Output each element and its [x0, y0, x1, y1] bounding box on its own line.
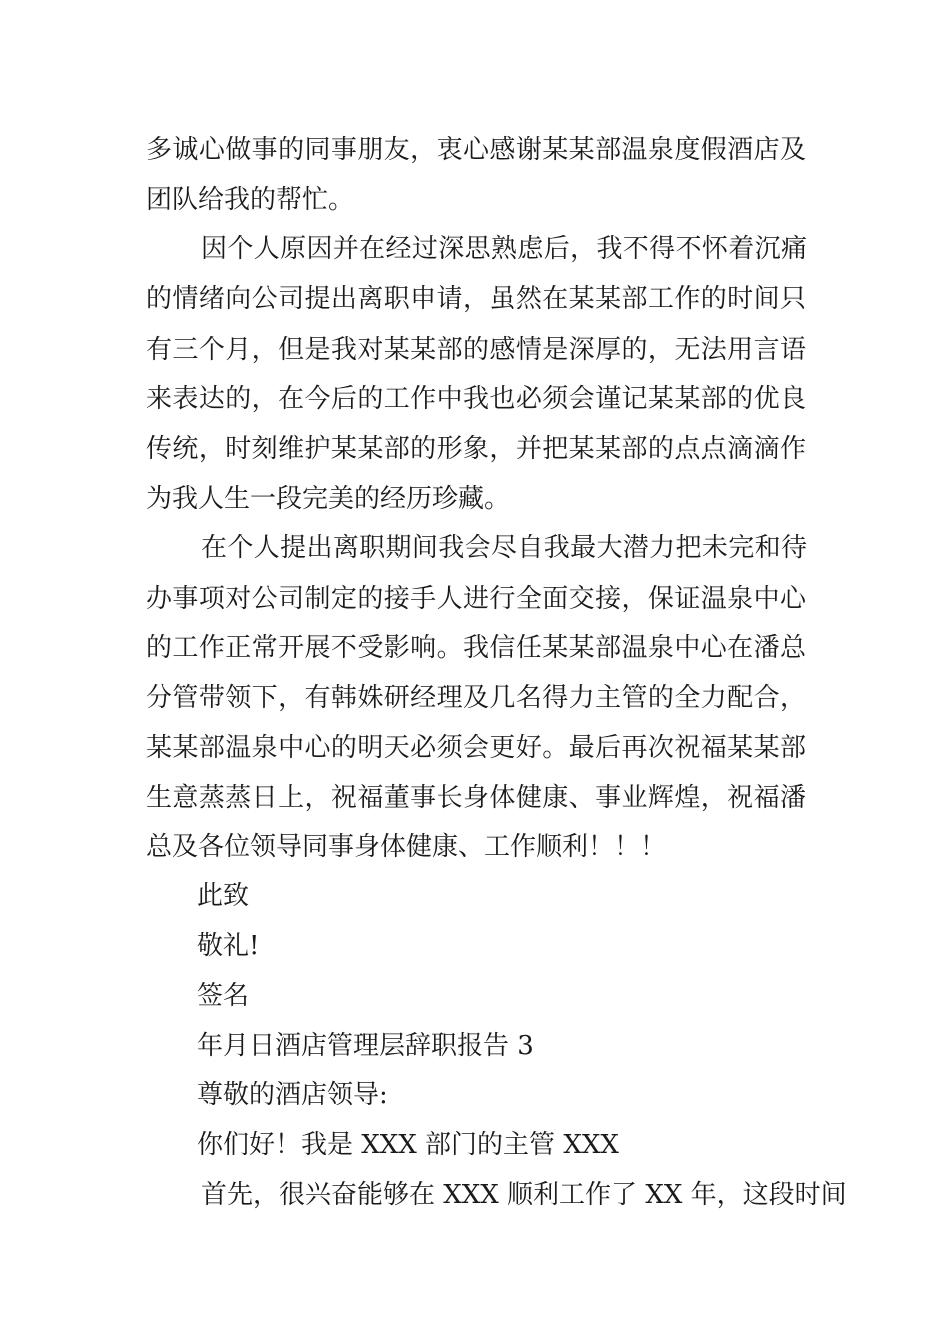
text-line: 办事项对公司制定的接手人进行全面交接，保证温泉中心	[146, 584, 806, 614]
text-line: 某某部温泉中心的明天必须会更好。最后再次祝福某某部	[146, 733, 806, 763]
text-line: 因个人原因并在经过深思熟虑后，我不得不怀着沉痛	[201, 234, 807, 264]
text-line: 的情绪向公司提出离职申请，虽然在某某部工作的时间只	[146, 284, 806, 314]
text-line: 敬礼!	[197, 931, 260, 961]
text-line: 传统，时刻维护某某部的形象，并把某某部的点点滴滴作	[146, 434, 806, 464]
text-line: 首先，很兴奋能够在 XXX 顺利工作了 XX 年，这段时间	[201, 1180, 847, 1210]
text-line: 为我人生一段完美的经历珍藏。	[146, 484, 511, 514]
text-line: 尊敬的酒店领导:	[197, 1080, 388, 1110]
text-line: 分管带领下，有韩姝研经理及几名得力主管的全力配合，	[146, 683, 806, 713]
text-line: 团队给我的帮忙。	[146, 185, 355, 215]
text-line: 年月日酒店管理层辞职报告 3	[197, 1031, 534, 1061]
text-line: 在个人提出离职期间我会尽自我最大潜力把未完和待	[201, 533, 807, 563]
text-line: 总及各位领导同事身体健康、工作顺利！！！	[146, 832, 667, 862]
text-line: 你们好！我是 XXX 部门的主管 XXX	[197, 1130, 619, 1160]
text-line: 有三个月，但是我对某某部的感情是深厚的，无法用言语	[146, 335, 806, 365]
text-line: 来表达的，在今后的工作中我也必须会谨记某某部的优良	[146, 384, 806, 414]
text-line: 生意蒸蒸日上，祝福董事长身体健康、事业辉煌，祝福潘	[146, 783, 806, 813]
text-line: 的工作正常开展不受影响。我信任某某部温泉中心在潘总	[146, 633, 806, 663]
text-line: 多诚心做事的同事朋友，衷心感谢某某部温泉度假酒店及	[146, 135, 806, 165]
text-line: 签名	[197, 981, 250, 1011]
text-line: 此致	[197, 881, 250, 911]
